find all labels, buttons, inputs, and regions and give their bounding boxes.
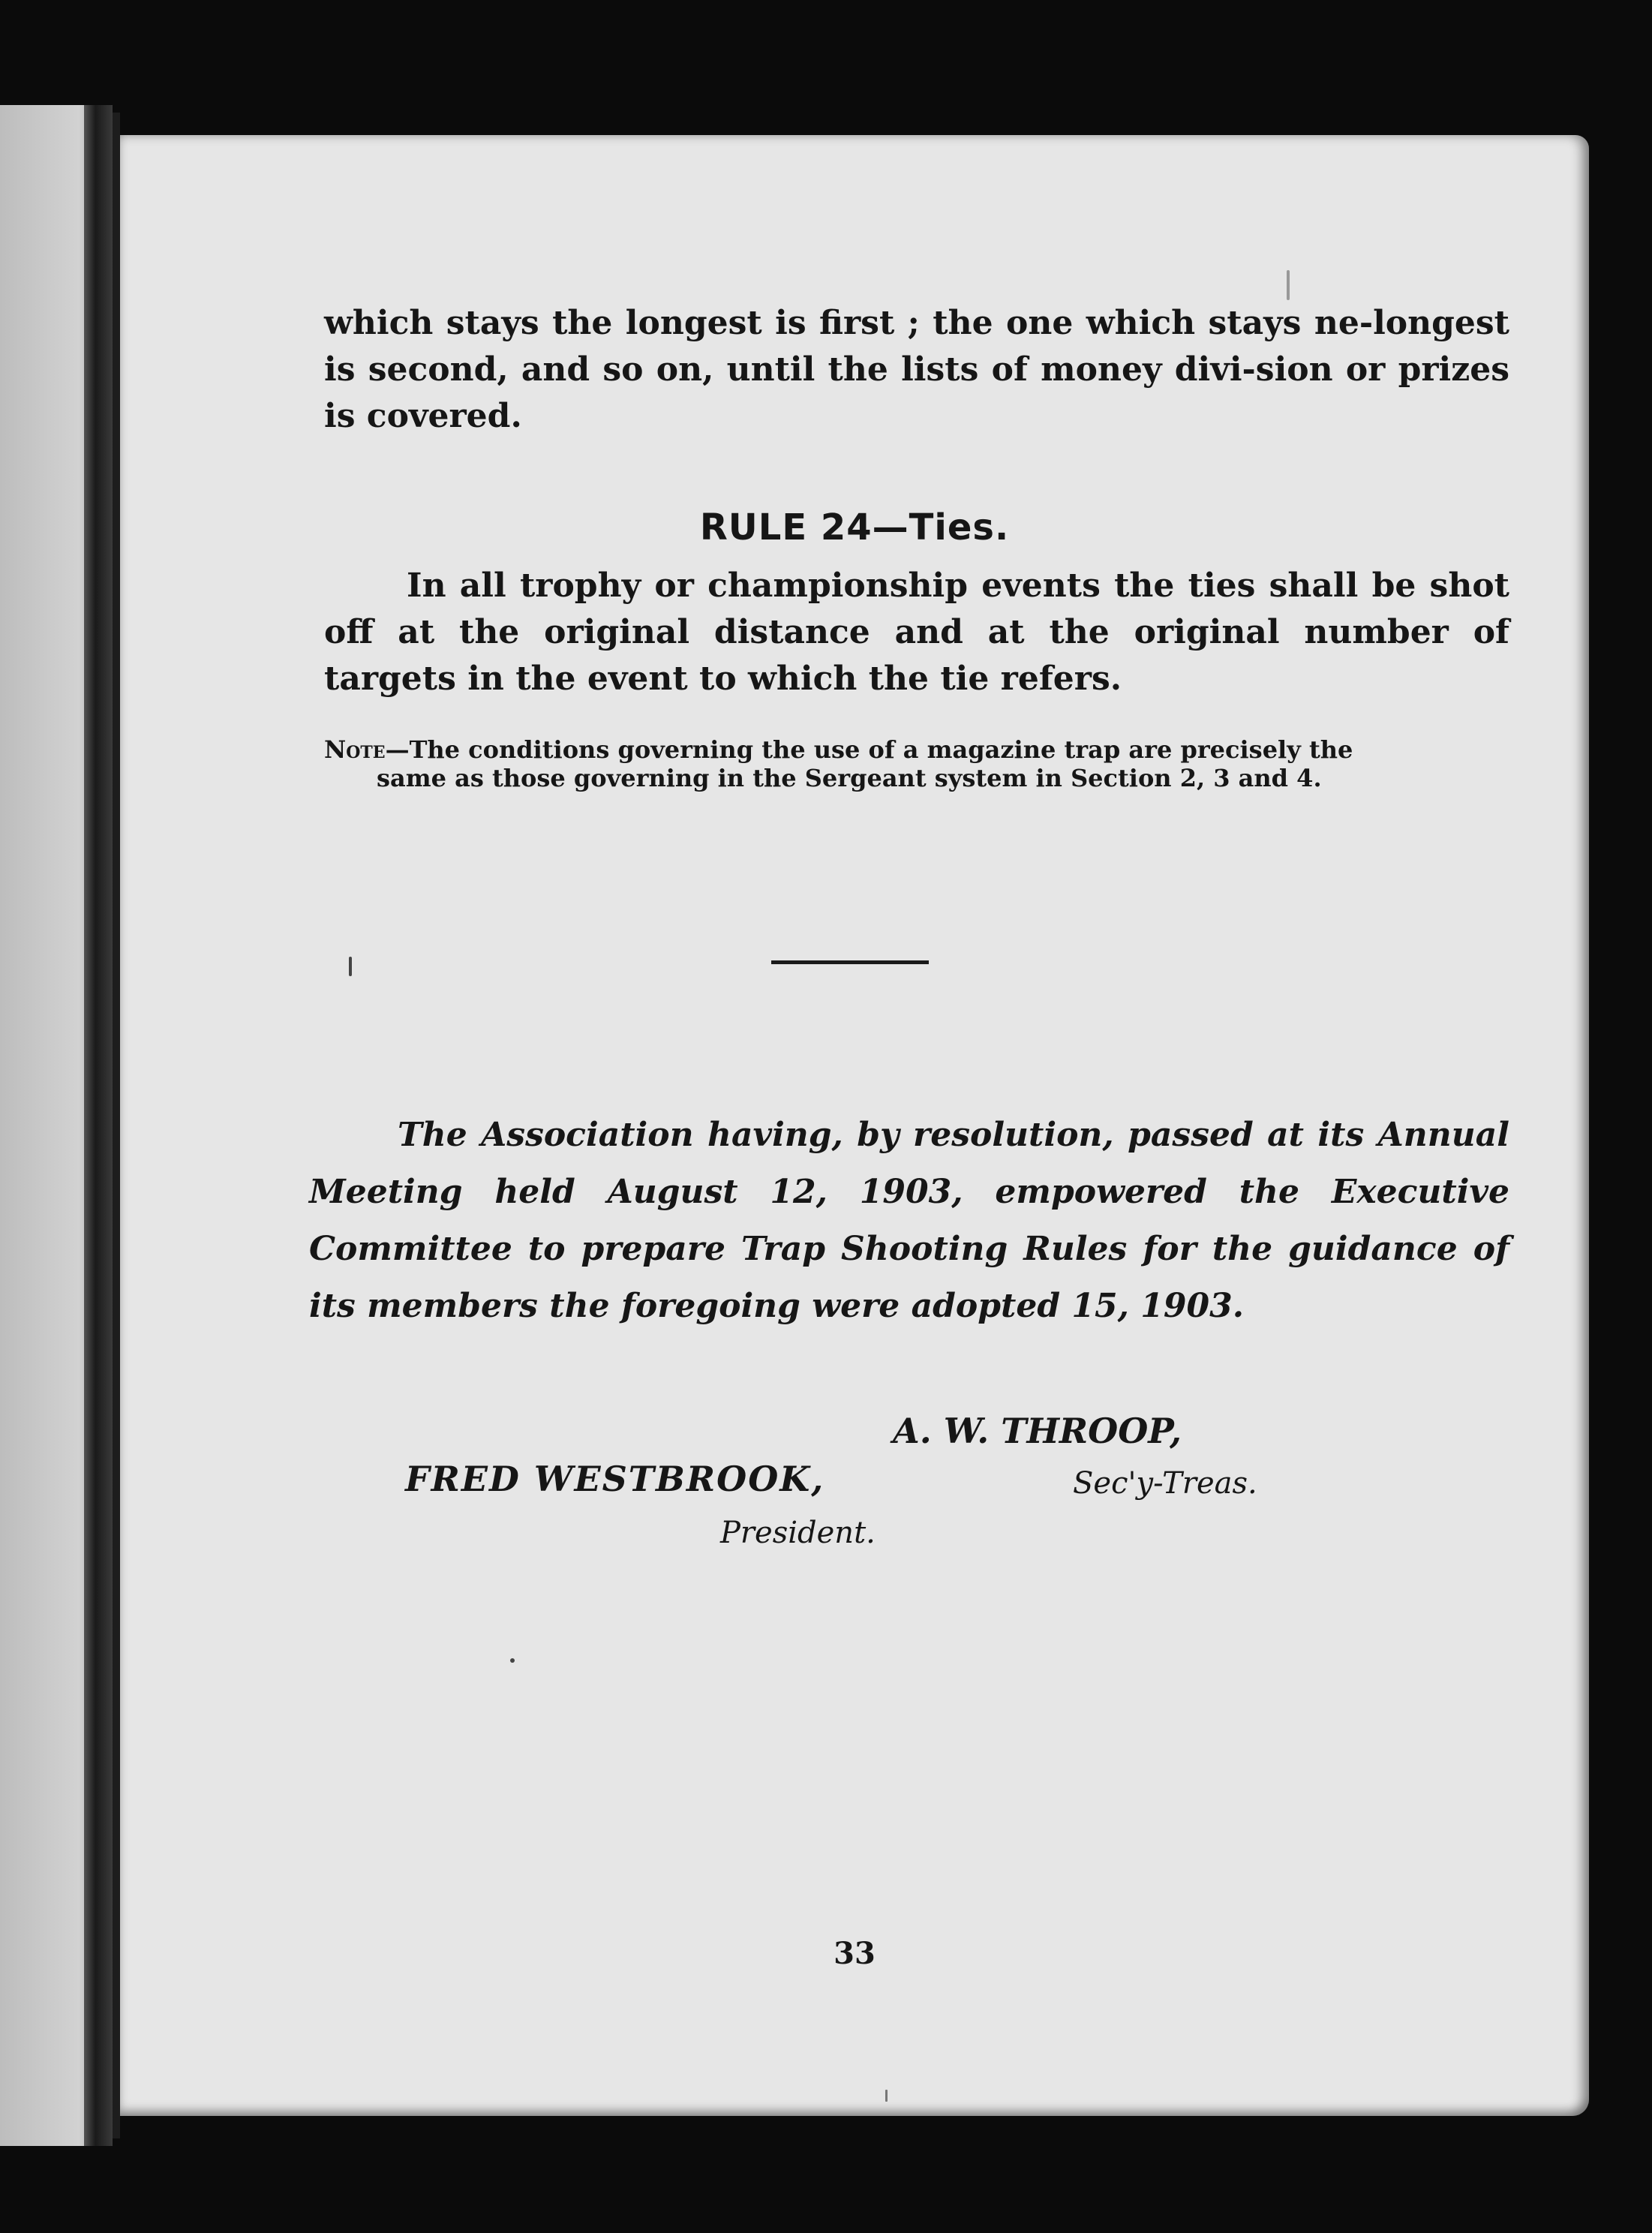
rule-heading: RULE 24—Ties. <box>699 506 1010 548</box>
president-signature-title: President. <box>720 1516 876 1550</box>
continued-paragraph: which stays the longest is first ; the one which stays ne-longest is second, and so on, until the lists of money divi-sion or prizes is covered. <box>324 304 1509 435</box>
book-page <box>120 135 1589 2116</box>
resolution-paragraph <box>309 1107 1509 1335</box>
resolution-text: The Association having, by resolution, passed at its Annual Meeting held August 12, 1903, empowered the Executive Committee to prepare Trap Shooting Rules for the guidance of its members the foregoing were adopted 15, 1903. <box>309 1116 1509 1325</box>
binding-shadow <box>113 113 120 2138</box>
dust-speck <box>510 1658 515 1663</box>
rule-text: In all trophy or championship events the ties shall be shot off at the original distance and at the original number of targets in the event to which the tie refers. <box>324 567 1509 698</box>
note-label: Note <box>324 735 386 764</box>
note-line-2: same as those governing in the Sergeant system in Section 2, 3 and 4. <box>377 764 1322 792</box>
rule-body <box>324 563 1509 702</box>
section-divider <box>771 960 929 964</box>
dust-speck <box>885 2090 888 2102</box>
note <box>324 735 1509 792</box>
secretary-signature-title: Sec'y-Treas. <box>1073 1466 1257 1501</box>
note-line-1: —The conditions governing the use of a magazine trap are precisely the <box>385 735 1353 764</box>
book-gutter <box>84 105 113 2146</box>
dust-speck <box>349 957 352 976</box>
dust-speck <box>1287 270 1290 300</box>
president-signature-name: FRED WESTBROOK, <box>405 1459 825 1499</box>
page-number: 33 <box>834 1936 876 1971</box>
secretary-signature-name: A. W. THROOP, <box>893 1411 1182 1451</box>
